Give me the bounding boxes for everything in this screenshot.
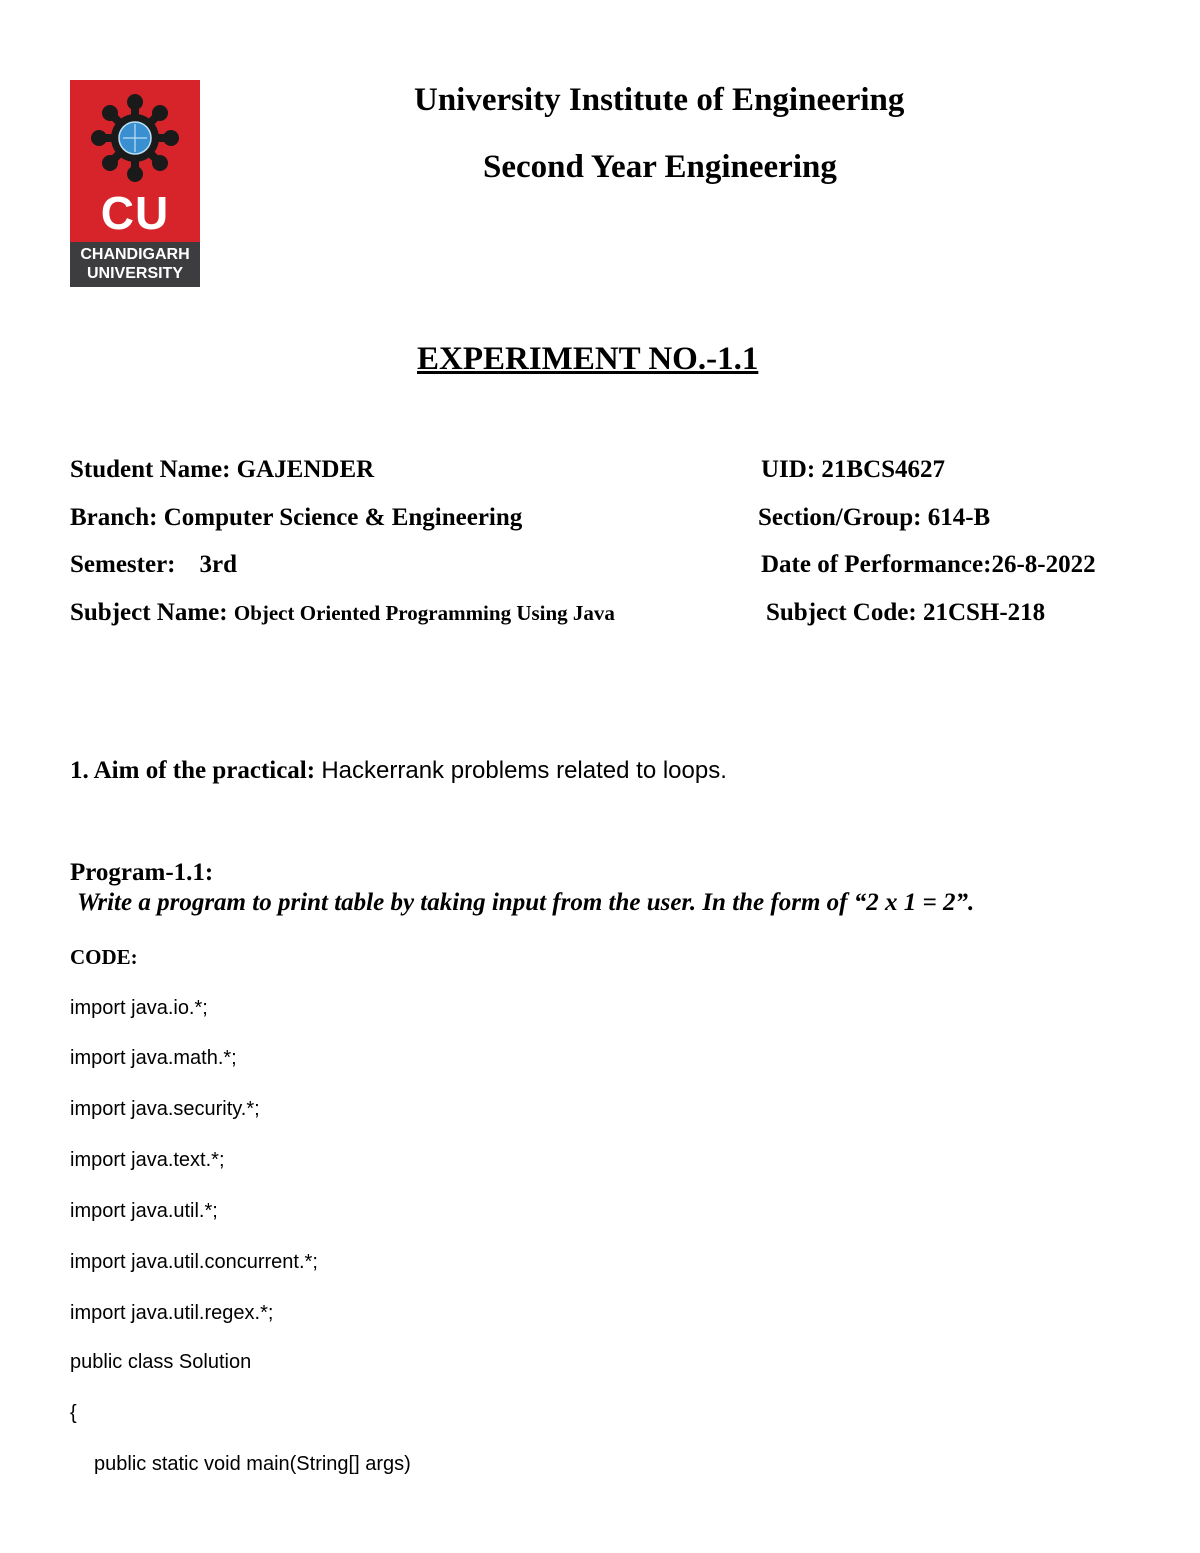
semester-value: 3rd [199, 551, 237, 578]
code-line: import java.text.*; [70, 1149, 225, 1171]
branch-row [70, 504, 522, 532]
year-title: Second Year Engineering [483, 149, 837, 185]
aim-label: 1. Aim of the practical: [70, 757, 322, 784]
branch-label: Branch: [70, 504, 164, 531]
institute-title: University Institute of Engineering [414, 82, 905, 118]
logo-line-1: CHANDIGARH [80, 246, 190, 263]
code-line: { [70, 1402, 77, 1424]
program-task: Write a program to print table by taking input from the user. In the form of “2 x 1 = 2”. [77, 889, 975, 916]
experiment-title: EXPERIMENT NO.-1.1 [417, 341, 759, 377]
section-label: Section/Group: [758, 504, 928, 531]
section-row [758, 504, 990, 532]
code-line: import java.util.regex.*; [70, 1302, 274, 1324]
subject-code-label: Subject Code: [766, 599, 923, 626]
subject-row [70, 599, 615, 627]
logo-emblem-icon [85, 88, 185, 188]
code-line: import java.math.*; [70, 1047, 237, 1069]
code-line: public class Solution [70, 1351, 252, 1373]
logo-mark: CU [100, 187, 170, 239]
code-line: public static void main(String[] args) [94, 1453, 411, 1475]
student-name-value: GAJENDER [236, 456, 375, 483]
student-name-label: Student Name: [70, 456, 237, 483]
code-line: import java.security.*; [70, 1098, 260, 1120]
date-value: 26-8-2022 [991, 551, 1096, 578]
subject-code-value: 21CSH-218 [922, 599, 1046, 626]
uid-row [761, 456, 945, 484]
section-value: 614-B [927, 504, 991, 531]
subject-label: Subject Name: [70, 599, 234, 626]
program-title: Program-1.1: [70, 859, 214, 886]
logo-line-2: UNIVERSITY [86, 265, 183, 282]
student-name-row [70, 456, 374, 484]
code-line: import java.util.concurrent.*; [70, 1251, 318, 1273]
uid-label: UID: [761, 456, 822, 483]
subject-value: Object Oriented Programming Using Java [233, 601, 615, 625]
date-row [761, 551, 1096, 579]
code-line: import java.util.*; [70, 1200, 218, 1222]
code-heading: CODE: [70, 945, 138, 969]
aim-row [70, 757, 727, 785]
semester-row [70, 551, 237, 579]
semester-label: Semester: [70, 551, 176, 578]
uid-value: 21BCS4627 [821, 456, 946, 483]
university-logo [70, 80, 200, 287]
subject-code-row [766, 599, 1045, 627]
branch-value: Computer Science & Engineering [163, 504, 523, 531]
date-label: Date of Performance: [761, 551, 992, 578]
code-line: import java.io.*; [70, 997, 208, 1019]
aim-text: Hackerrank problems related to loops. [321, 757, 727, 784]
